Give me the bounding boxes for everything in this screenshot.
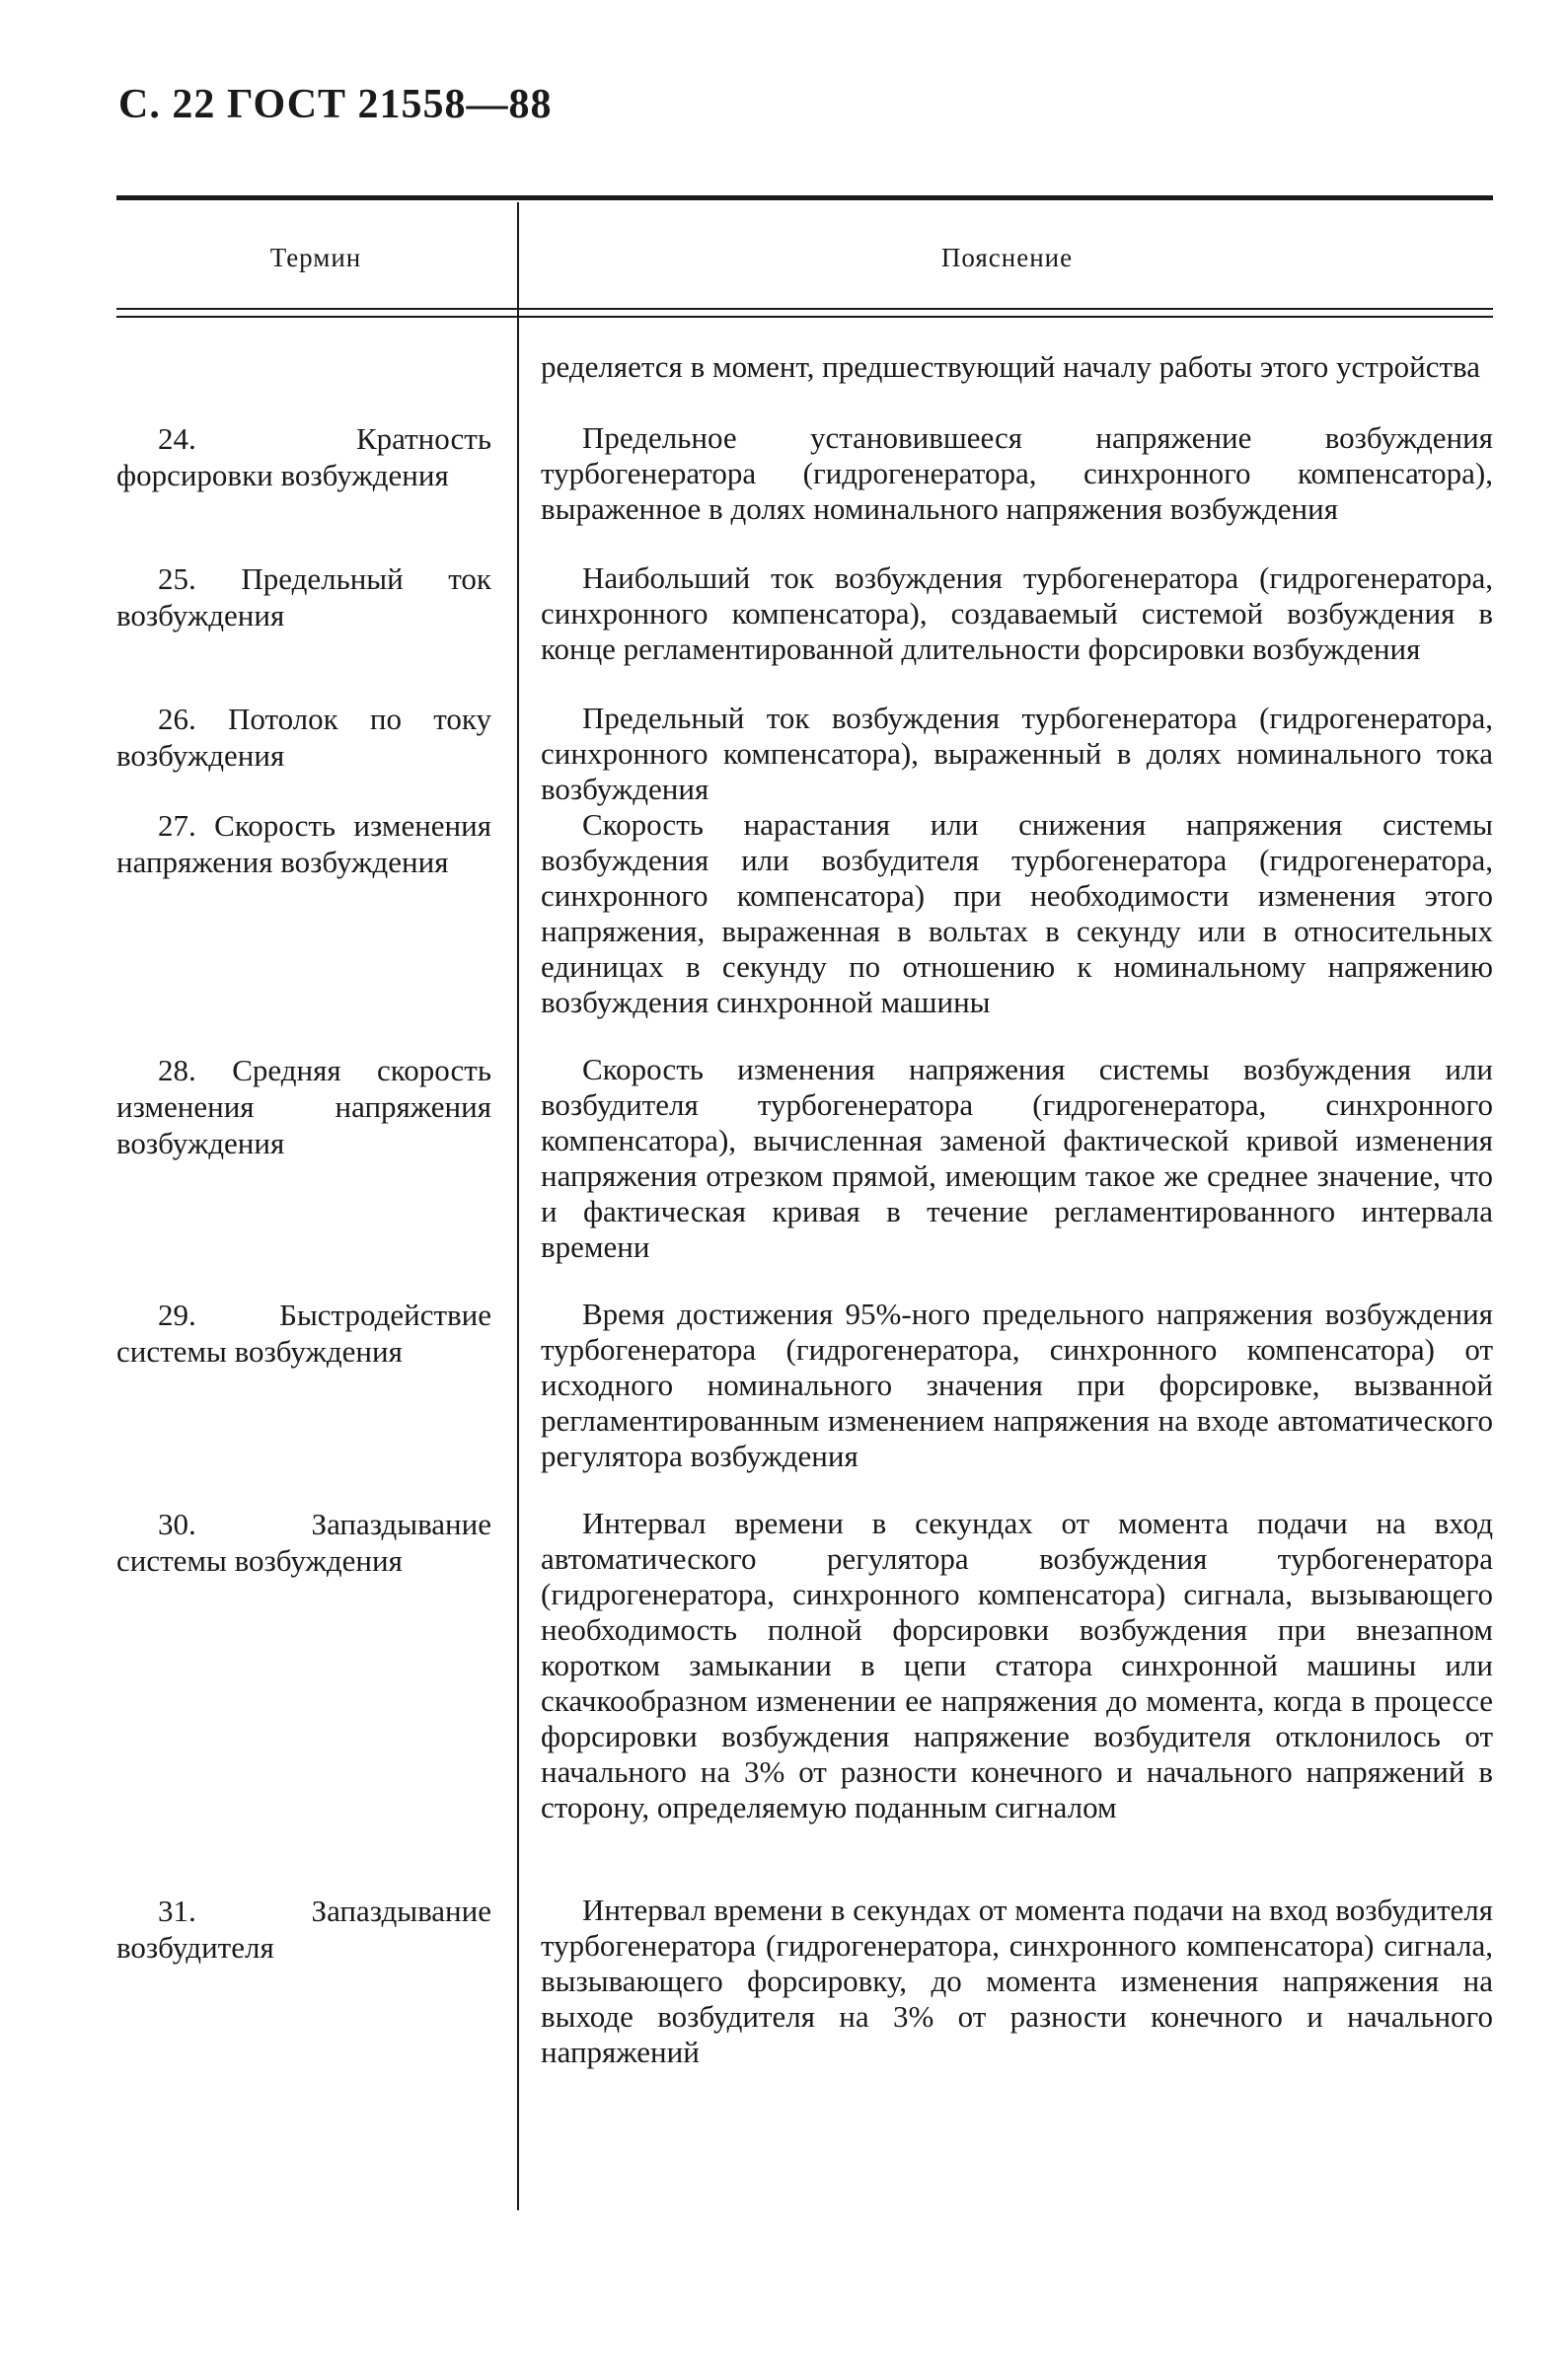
column-divider	[517, 202, 519, 2210]
term-text: 31. Запаздывание возбудителя	[116, 1894, 491, 1965]
term-text: 25. Предельный ток возбуждения	[116, 561, 491, 632]
page-header: С. 22 ГОСТ 21558—88	[118, 82, 553, 127]
explanation-cell: Предельный ток возбуждения турбогенератора (гидрогенератора, синхронного компенсатора), выраженный в долях номинального тока возбуждения	[541, 701, 1493, 806]
explanation-cell: Интервал времени в секундах от момента подачи на вход возбудителя турбогенератора (гидрогенератора, синхронного компенсатора) сигнала, вызывающего форсировку, до момента изменения напряжения на выходе возбудителя на 3% от разности конечного и начального напряжений	[541, 1893, 1493, 2069]
term-cell	[116, 560, 491, 633]
term-cell	[116, 807, 491, 880]
explanation-continuation: ределяется в момент, предшествующий началу работы этого устройства	[541, 349, 1481, 384]
explanation-cell: Скорость изменения напряжения системы возбуждения или возбудителя турбогенератора (гидрогенератора, синхронного компенсатора), вычисленная заменой фактической кривой изменения напряжения отрезком прямой, имеющим такое же среднее значение, что и фактическая кривая в течение регламентированного интервала времени	[541, 1052, 1493, 1264]
table-top-rule	[116, 195, 1493, 200]
header-double-rule-lower	[116, 316, 1493, 318]
term-cell	[116, 1297, 491, 1370]
term-cell	[116, 1506, 491, 1579]
explanation-cell: Скорость нарастания или снижения напряжения системы возбуждения или возбудителя турбогенератора (гидрогенератора, синхронного компенсатора) при необходимости изменения этого напряжения, выраженная в вольтах в секунду или в относительных единицах в секунду по отношению к номинальному напряжению возбуждения синхронной машины	[541, 807, 1493, 1019]
header-double-rule-upper	[116, 308, 1493, 310]
term-text: 28. Средняя скорость изменения напряжения возбуждения	[116, 1053, 491, 1160]
explanation-cell: Время достижения 95%-ного предельного напряжения возбуждения турбогенератора (гидрогенератора, синхронного компенсатора) от исходного номинального значения при форсировке, вызванной регламентированным изменением напряжения на входе автоматического регулятора возбуждения	[541, 1297, 1493, 1473]
term-text: 24. Кратность форсировки возбуждения	[116, 421, 491, 492]
term-cell	[116, 1052, 491, 1161]
term-cell	[116, 1893, 491, 1966]
column-header-term: Термин	[269, 243, 362, 272]
term-text: 30. Запаздывание системы возбуждения	[116, 1507, 491, 1578]
term-text: 27. Скорость изменения напряжения возбуждения	[116, 808, 491, 879]
column-header-explanation: Пояснение	[940, 243, 1074, 272]
term-cell	[116, 701, 491, 774]
term-text: 29. Быстродействие системы возбуждения	[116, 1298, 491, 1369]
explanation-cell: Предельное установившееся напряжение возбуждения турбогенератора (гидрогенератора, синхронного компенсатора), выраженное в долях номинального напряжения возбуждения	[541, 420, 1493, 526]
explanation-cell: Наибольший ток возбуждения турбогенератора (гидрогенератора, синхронного компенсатора), создаваемый системой возбуждения в конце регламентированной длительности форсировки возбуждения	[541, 560, 1493, 666]
explanation-cell: Интервал времени в секундах от момента подачи на вход автоматического регулятора возбуждения турбогенератора (гидрогенератора, синхронного компенсатора) сигнала, вызывающего необходимость полной форсировки возбуждения при внезапном коротком замыкании в цепи статора синхронной машины или скачкообразном изменении ее напряжения до момента, когда в процессе форсировки возбуждения напряжение возбудителя отклонилось от начального на 3% от разности конечного и начального напряжений в сторону, определяемую поданным сигналом	[541, 1506, 1493, 1824]
term-text: 26. Потолок по току возбуждения	[116, 702, 491, 773]
term-cell	[116, 420, 491, 493]
